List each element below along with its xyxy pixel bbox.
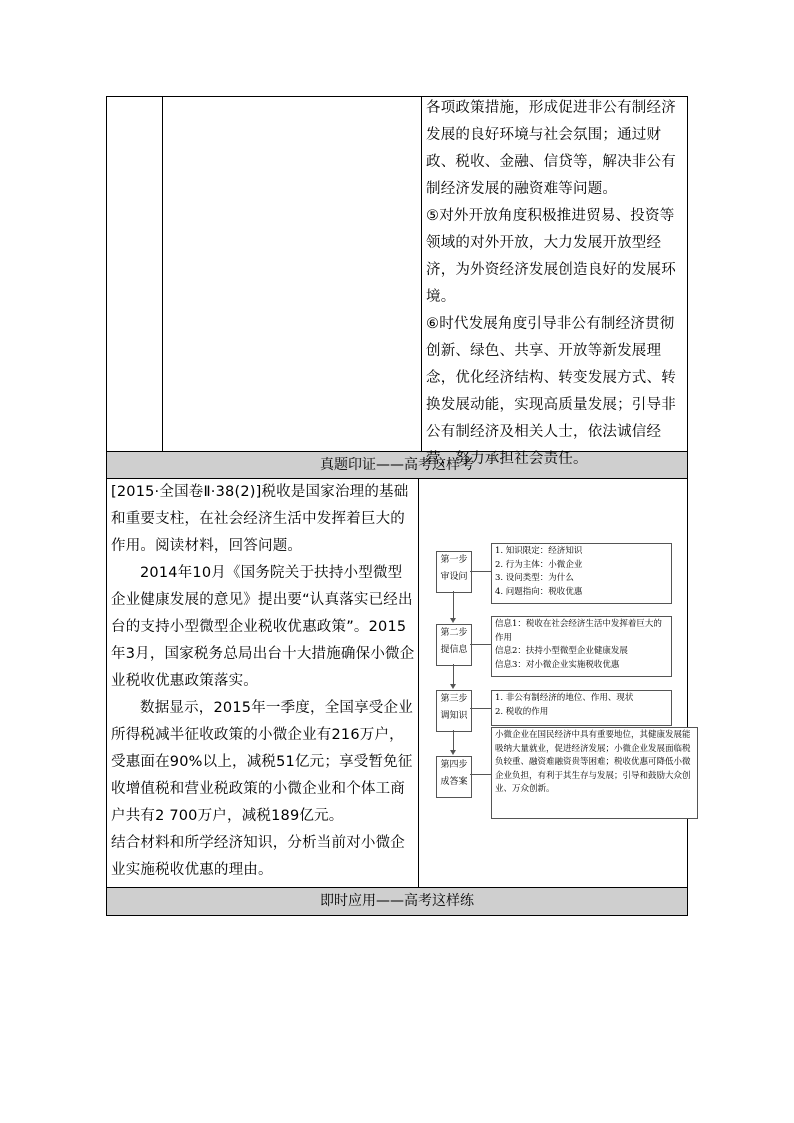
connector-1 [470, 571, 491, 572]
arrow-2-3 [453, 664, 454, 685]
step-3-title: 第三步 [440, 694, 468, 704]
question-intro: [2015·全国卷Ⅱ·38(2)]税收是国家治理的基础和重要支柱，在社会经济生活中发挥着巨大的作用。阅读材料，回答问题。 [111, 484, 409, 554]
question-prompt: 结合材料和所学经济知识，分析当前对小微企业实施税收优惠的理由。 [111, 835, 405, 878]
question-material-2: 数据显示，2015年一季度，全国享受企业所得税减半征收政策的小微企业有216万户，受惠面在90%以上，减税51亿元；享受暂免征收增值税和营业税政策的小微企业和个体工商户共有2 700万户，减税189亿元。 [111, 700, 413, 824]
step-3-action: 调知识 [440, 711, 468, 721]
top-right-cell [426, 95, 684, 473]
connector-2 [470, 644, 491, 645]
step-4-answer: 小微企业在国民经济中具有重要地位，其健康发展能吸纳大量就业，促进经济发展；小微企业发展面临税负较重、融资难融资贵等困难；税收优惠可降低小微企业负担，有利于其生存与发展；引导和鼓励大众创业、万众创新。 [495, 730, 691, 794]
step-3-item: 1. 非公有制经济的地位、作用、现状 [495, 693, 634, 703]
solution-flow-diagram [420, 479, 691, 886]
table-bottom-border [106, 915, 688, 916]
step-1-item: 3. 设问类型：为什么 [495, 573, 574, 583]
section-band-2-title: 即时应用——高考这样练 [320, 893, 474, 909]
step-1-item: 4. 问题指向：税收优惠 [495, 586, 583, 597]
step-2-title: 第二步 [440, 628, 468, 638]
step-4-action: 成答案 [440, 777, 468, 787]
step-4-label [436, 756, 472, 798]
step-3-item: 2. 税收的作用 [495, 706, 549, 717]
step-2-item: 信息3：对小微企业实施税收优惠 [495, 659, 620, 670]
step-2-label [436, 624, 472, 666]
table-left-border [106, 96, 107, 916]
step-1-label [436, 551, 472, 593]
arrow-3-4-head [450, 750, 456, 755]
step-1-item: 1. 知识限定：经济知识 [495, 546, 583, 556]
step-4-box [491, 727, 698, 819]
step-1-box [491, 543, 672, 604]
step-2-box [491, 616, 672, 677]
step-1-action: 审设问 [440, 572, 468, 582]
col-divider-1 [162, 96, 163, 452]
section-band-2 [107, 888, 687, 915]
step-1-item: 2. 行为主体：小微企业 [495, 559, 583, 570]
col-divider-3 [418, 478, 419, 888]
col-divider-2 [421, 96, 422, 452]
step-2-item: 信息2：扶持小型微型企业健康发展 [495, 646, 628, 656]
section-band-1-title: 真题印证——高考这样考 [320, 457, 474, 473]
connector-3 [470, 708, 491, 709]
question-material-1: 2014年10月《国务院关于扶持小型微型企业健康发展的意见》提出要“认真落实已经出台的支持小型微型企业税收优惠政策”。2015年3月，国家税务总局出台十大措施确保小微企业税收优惠政策落实。 [111, 565, 415, 689]
step-4-title: 第四步 [440, 760, 468, 770]
question-cell [111, 479, 415, 884]
connector-4 [470, 774, 491, 775]
paragraph-new-development: ⑥时代发展角度引导非公有制经济贯彻创新、绿色、共享、开放等新发展理念，优化经济结构、转变发展方式、转换发展动能，实现高质量发展；引导非公有制经济及相关人士，依法诚信经营，努力承担社会责任。 [426, 316, 676, 467]
step-2-item: 信息1：税收在社会经济生活中发挥着巨大的作用 [495, 619, 662, 643]
step-1-title: 第一步 [440, 555, 468, 565]
step-3-label [436, 690, 472, 732]
paragraph-policy: 各项政策措施，形成促进非公有制经济发展的良好环境与社会氛围；通过财政、税收、金融、信贷等，解决非公有制经济发展的融资难等问题。 [426, 100, 676, 197]
step-2-action: 提信息 [440, 645, 468, 655]
step-3-box [491, 690, 672, 726]
paragraph-opening-up: ⑤对外开放角度积极推进贸易、投资等领域的对外开放，大力发展开放型经济，为外资经济发展创造良好的发展环境。 [426, 208, 676, 305]
arrow-1-2 [453, 591, 454, 619]
arrow-2-3-head [450, 684, 456, 689]
arrow-3-4 [453, 730, 454, 751]
arrow-1-2-head [450, 618, 456, 623]
